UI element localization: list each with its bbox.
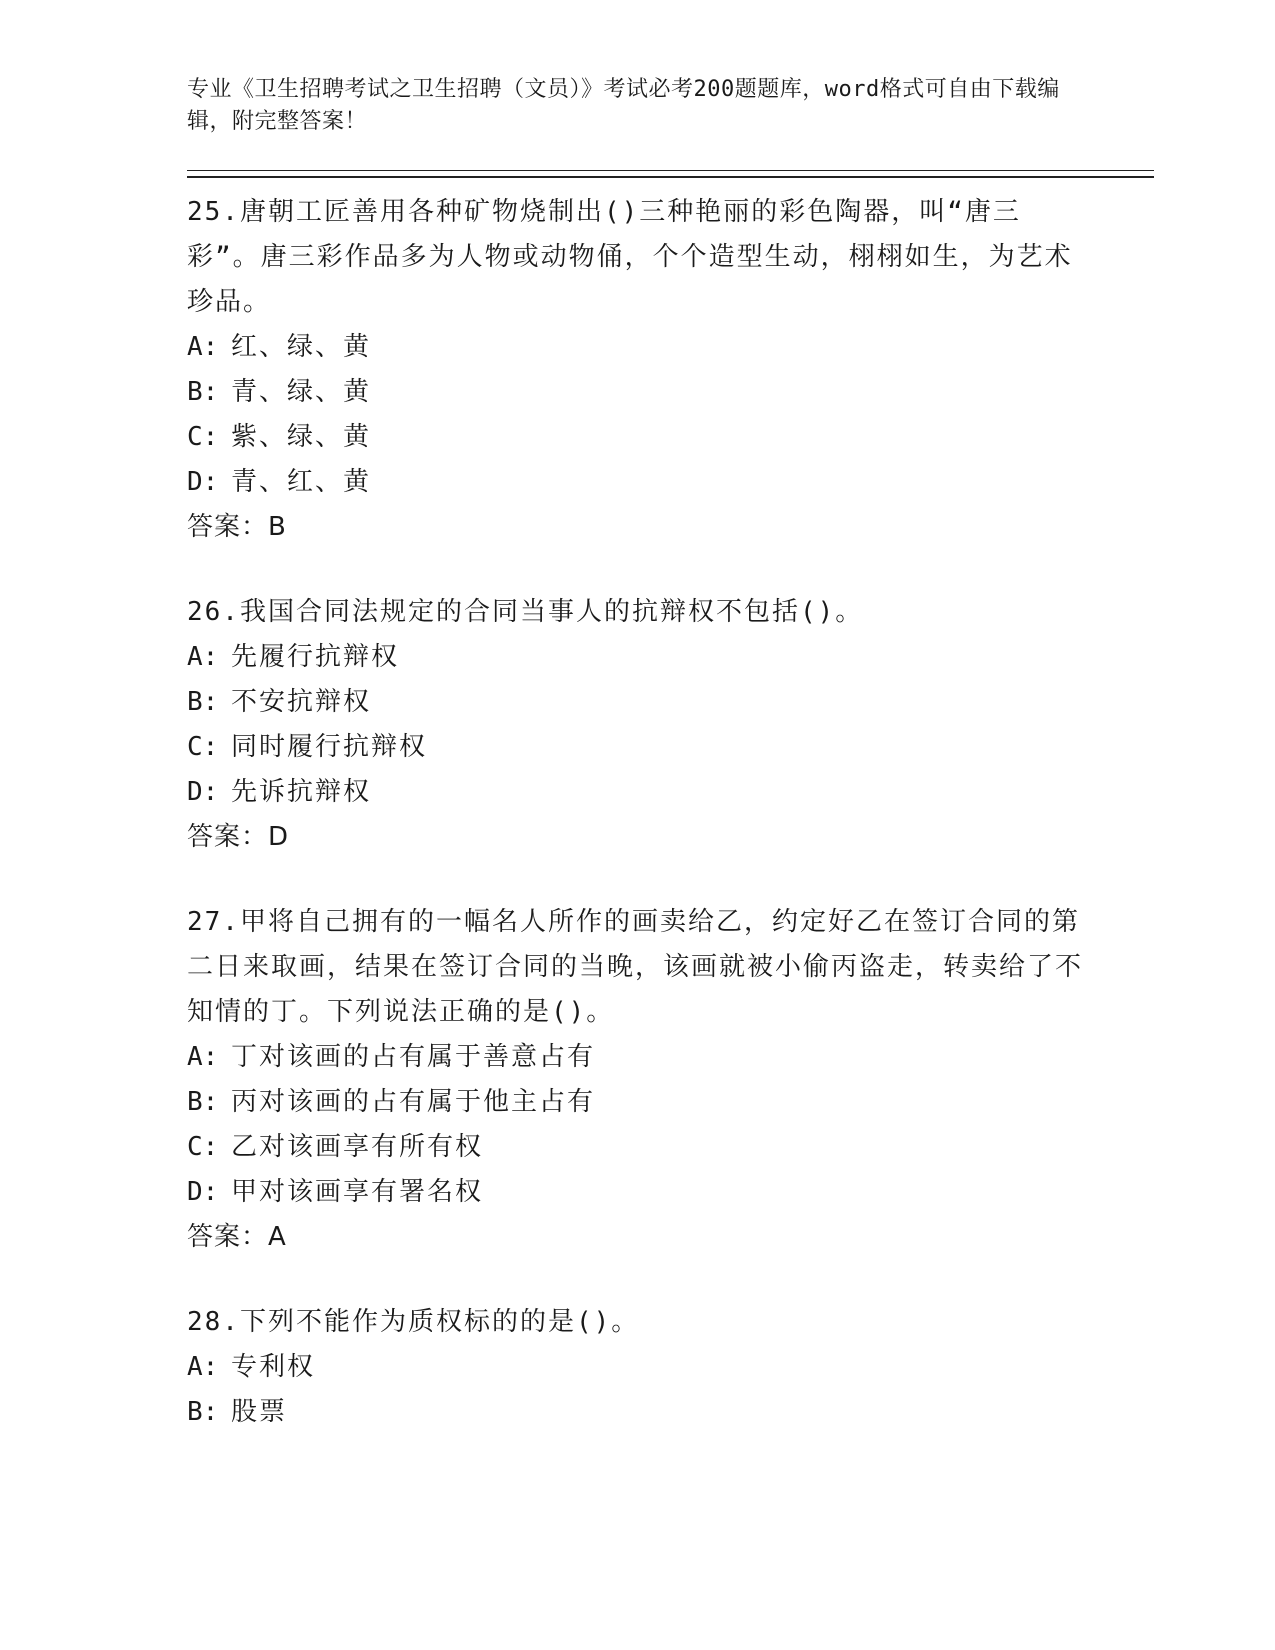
option-text: 红、绿、黄 <box>231 332 372 362</box>
option-c <box>187 415 1087 460</box>
option-label: C: <box>187 422 219 452</box>
answer: 答案：B <box>187 512 287 542</box>
header-rule-thin <box>187 170 1154 171</box>
option-label: B: <box>187 377 219 407</box>
option-text: 甲对该画享有署名权 <box>231 1177 484 1207</box>
option-label: D: <box>187 777 219 807</box>
option-b <box>187 1080 1087 1125</box>
option-c <box>187 1125 1087 1170</box>
option-label: B: <box>187 1397 219 1427</box>
option-a <box>187 635 1087 680</box>
option-label: C: <box>187 732 219 762</box>
answer: 答案：D <box>187 822 290 852</box>
option-label: D: <box>187 1177 219 1207</box>
option-b <box>187 1390 1087 1435</box>
question-stem: 25.唐朝工匠善用各种矿物烧制出()三种艳丽的彩色陶器，叫“唐三彩”。唐三彩作品多为人物或动物俑，个个造型生动，栩栩如生，为艺术珍品。 <box>187 197 1073 317</box>
option-text: 乙对该画享有所有权 <box>231 1132 484 1162</box>
option-text: 先履行抗辩权 <box>231 642 400 672</box>
option-text: 青、绿、黄 <box>231 377 372 407</box>
option-text: 不安抗辩权 <box>231 687 372 717</box>
question-stem: 26.我国合同法规定的合同当事人的抗辩权不包括()。 <box>187 597 864 627</box>
option-b <box>187 680 1087 725</box>
option-a <box>187 1345 1087 1390</box>
option-text: 先诉抗辩权 <box>231 777 372 807</box>
option-text: 丁对该画的占有属于善意占有 <box>231 1042 596 1072</box>
option-text: 同时履行抗辩权 <box>231 732 428 762</box>
option-label: A: <box>187 1352 219 1382</box>
option-c <box>187 725 1087 770</box>
option-d <box>187 1170 1087 1215</box>
option-label: A: <box>187 332 219 362</box>
option-label: A: <box>187 642 219 672</box>
question-list <box>187 190 1087 1475</box>
header-rule-thick <box>187 176 1154 178</box>
option-label: C: <box>187 1132 219 1162</box>
option-label: D: <box>187 467 219 497</box>
option-text: 丙对该画的占有属于他主占有 <box>231 1087 596 1117</box>
option-d <box>187 770 1087 815</box>
option-text: 青、红、黄 <box>231 467 372 497</box>
option-text: 专利权 <box>231 1352 316 1382</box>
option-label: B: <box>187 1087 219 1117</box>
option-text: 股票 <box>231 1397 288 1427</box>
option-d <box>187 460 1087 505</box>
question-25 <box>187 190 1087 550</box>
question-stem: 27.甲将自己拥有的一幅名人所作的画卖给乙，约定好乙在签订合同的第二日来取画，结果在签订合同的当晚，该画就被小偷丙盗走，转卖给了不知情的丁。下列说法正确的是()。 <box>187 907 1084 1027</box>
option-b <box>187 370 1087 415</box>
question-28 <box>187 1300 1087 1435</box>
option-text: 紫、绿、黄 <box>231 422 372 452</box>
option-a <box>187 1035 1087 1080</box>
option-a <box>187 325 1087 370</box>
option-label: A: <box>187 1042 219 1072</box>
document-header: 专业《卫生招聘考试之卫生招聘（文员）》考试必考200题题库，word格式可自由下载编辑，附完整答案！ <box>187 77 1060 134</box>
question-26 <box>187 590 1087 860</box>
answer: 答案：A <box>187 1222 287 1252</box>
question-27 <box>187 900 1087 1260</box>
option-label: B: <box>187 687 219 717</box>
question-stem: 28.下列不能作为质权标的的是()。 <box>187 1307 640 1337</box>
